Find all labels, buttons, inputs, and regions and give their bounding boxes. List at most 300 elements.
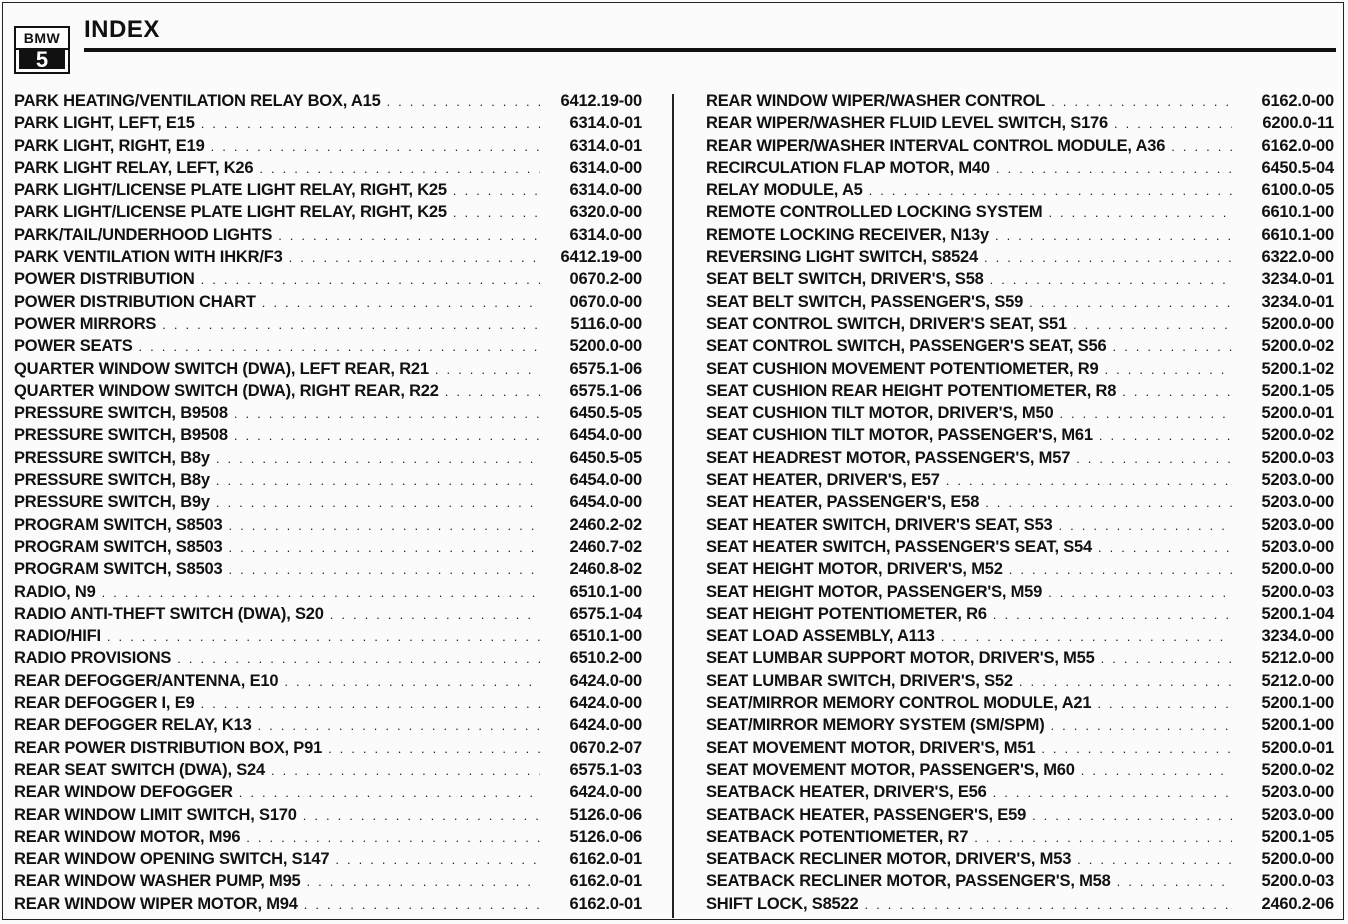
entry-page-ref: 6450.5-05	[569, 448, 642, 467]
index-entry	[706, 404, 1334, 426]
dot-leader	[990, 272, 1232, 287]
dot-leader	[453, 183, 540, 198]
entry-name: RELAY MODULE, A5	[706, 181, 863, 200]
dot-leader	[1105, 362, 1232, 377]
entry-page-ref: 5203.0-00	[1261, 515, 1334, 534]
entry-name: SEAT CUSHION MOVEMENT POTENTIOMETER, R9	[706, 359, 1099, 378]
entry-name: SEAT/MIRROR MEMORY CONTROL MODULE, A21	[706, 694, 1092, 713]
entry-name: SEAT HEADREST MOTOR, PASSENGER'S, M57	[706, 448, 1071, 467]
entry-name: PRESSURE SWITCH, B8y	[14, 448, 210, 467]
entry-name: REAR WINDOW OPENING SWITCH, S147	[14, 850, 330, 869]
dot-leader	[102, 585, 540, 600]
index-entry	[14, 694, 642, 716]
index-entry	[706, 449, 1334, 471]
index-entry	[14, 315, 642, 337]
entry-name: SHIFT LOCK, S8522	[706, 894, 859, 913]
entry-page-ref: 5200.0-02	[1261, 760, 1334, 779]
index-entry	[14, 583, 642, 605]
dot-leader	[1048, 205, 1232, 220]
entry-page-ref: 5200.0-00	[1261, 560, 1334, 579]
entry-page-ref: 6610.1-00	[1261, 203, 1334, 222]
dot-leader	[328, 741, 540, 756]
index-entry	[14, 783, 642, 805]
dot-leader	[229, 518, 540, 533]
entry-name: REAR DEFOGGER RELAY, K13	[14, 716, 252, 735]
index-entry	[14, 649, 642, 671]
index-entry	[14, 560, 642, 582]
index-entry	[14, 404, 642, 426]
entry-name: REAR DEFOGGER I, E9	[14, 694, 195, 713]
index-entry	[706, 761, 1334, 783]
entry-page-ref: 5200.0-03	[1261, 872, 1334, 891]
logo-series-number: 5	[19, 49, 65, 69]
entry-name: SEAT HEATER, DRIVER'S, E57	[706, 471, 940, 490]
entry-name: POWER MIRRORS	[14, 314, 157, 333]
entry-page-ref: 5200.1-05	[1261, 827, 1334, 846]
entry-page-ref: 6575.1-06	[569, 359, 642, 378]
entry-name: PARK LIGHT RELAY, LEFT, K26	[14, 158, 254, 177]
index-entry	[14, 337, 642, 359]
index-entry	[706, 159, 1334, 181]
index-entry	[706, 828, 1334, 850]
entry-page-ref: 5200.1-00	[1261, 694, 1334, 713]
entry-page-ref: 5200.0-00	[569, 337, 642, 356]
dot-leader	[1051, 94, 1232, 109]
entry-name: SEAT HEATER, PASSENGER'S, E58	[706, 493, 980, 512]
dot-leader	[1171, 139, 1232, 154]
entry-name: PARK LIGHT/LICENSE PLATE LIGHT RELAY, RIGHT, K25	[14, 181, 447, 200]
entry-page-ref: 2460.8-02	[569, 560, 642, 579]
index-entry	[706, 137, 1334, 159]
index-entry	[14, 828, 642, 850]
entry-page-ref: 5126.0-06	[569, 827, 642, 846]
dot-leader	[445, 384, 540, 399]
dot-leader	[996, 161, 1232, 176]
entry-page-ref: 5200.0-02	[1261, 426, 1334, 445]
index-entry	[706, 583, 1334, 605]
entry-page-ref: 6424.0-00	[569, 694, 642, 713]
dot-leader	[1009, 562, 1232, 577]
dot-leader	[1041, 741, 1232, 756]
entry-page-ref: 5116.0-00	[570, 314, 642, 333]
entry-name: SEAT BELT SWITCH, PASSENGER'S, S59	[706, 292, 1024, 311]
index-entry	[706, 872, 1334, 894]
entry-name: SEAT LUMBAR SWITCH, DRIVER'S, S52	[706, 671, 1013, 690]
entry-name: SEAT BELT SWITCH, DRIVER'S, S58	[706, 270, 984, 289]
column-divider	[672, 94, 674, 918]
entry-page-ref: 6575.1-06	[569, 381, 642, 400]
entry-name: REAR WINDOW WIPER MOTOR, M94	[14, 894, 298, 913]
entry-name: SEAT HEIGHT MOTOR, DRIVER'S, M52	[706, 560, 1003, 579]
entry-page-ref: 5200.1-00	[1261, 716, 1334, 735]
index-entry	[706, 203, 1334, 225]
entry-page-ref: 2460.7-02	[569, 537, 642, 556]
dot-leader	[1019, 674, 1232, 689]
index-entry	[14, 181, 642, 203]
index-entry	[706, 382, 1334, 404]
dot-leader	[335, 852, 540, 867]
entry-page-ref: 5200.1-02	[1261, 359, 1334, 378]
dot-leader	[1097, 696, 1232, 711]
index-entry	[706, 538, 1334, 560]
dot-leader	[1051, 718, 1233, 733]
entry-name: SEAT MOVEMENT MOTOR, PASSENGER'S, M60	[706, 760, 1075, 779]
index-entry	[14, 92, 642, 114]
entry-name: PRESSURE SWITCH, B9508	[14, 404, 228, 423]
dot-leader	[995, 228, 1232, 243]
index-entry	[14, 449, 642, 471]
entry-page-ref: 6412.19-00	[560, 92, 642, 110]
dot-leader	[330, 607, 540, 622]
index-entry	[706, 248, 1334, 270]
entry-name: PARK/TAIL/UNDERHOOD LIGHTS	[14, 225, 273, 244]
entry-page-ref: 2460.2-06	[1261, 894, 1334, 913]
index-entry	[14, 739, 642, 761]
dot-leader	[246, 830, 540, 845]
dot-leader	[234, 428, 540, 443]
dot-leader	[869, 183, 1232, 198]
index-entry	[14, 493, 642, 515]
dot-leader	[946, 473, 1232, 488]
entry-name: RADIO, N9	[14, 582, 96, 601]
entry-page-ref: 3234.0-01	[1261, 292, 1334, 311]
dot-leader	[211, 139, 540, 154]
entry-name: SEAT CONTROL SWITCH, DRIVER'S SEAT, S51	[706, 314, 1068, 333]
dot-leader	[1117, 874, 1232, 889]
entry-page-ref: 5200.0-03	[1261, 582, 1334, 601]
entry-page-ref: 5200.0-01	[1261, 738, 1334, 757]
entry-name: SEAT MOVEMENT MOTOR, DRIVER'S, M51	[706, 738, 1036, 757]
entry-page-ref: 6575.1-03	[569, 760, 642, 779]
title-rule	[84, 48, 1336, 52]
entry-page-ref: 6450.5-05	[569, 404, 642, 423]
entry-page-ref: 6610.1-00	[1261, 225, 1334, 244]
entry-page-ref: 5203.0-00	[1261, 805, 1334, 824]
dot-leader	[304, 897, 540, 912]
dot-leader	[1099, 428, 1232, 443]
entry-name: SEAT CUSHION REAR HEIGHT POTENTIOMETER, R8	[706, 381, 1117, 400]
dot-leader	[1098, 540, 1232, 555]
entry-page-ref: 6162.0-00	[1261, 92, 1334, 110]
entry-page-ref: 3234.0-00	[1261, 627, 1334, 646]
entry-name: REAR POWER DISTRIBUTION BOX, P91	[14, 738, 323, 757]
entry-page-ref: 6424.0-00	[569, 783, 642, 802]
entry-name: PRESSURE SWITCH, B9508	[14, 426, 228, 445]
index-entry	[706, 315, 1334, 337]
dot-leader	[1048, 585, 1232, 600]
dot-leader	[1122, 384, 1232, 399]
entry-name: PARK LIGHT, RIGHT, E19	[14, 136, 205, 155]
entry-page-ref: 5203.0-00	[1261, 537, 1334, 556]
dot-leader	[229, 540, 540, 555]
index-entry	[14, 761, 642, 783]
entry-page-ref: 5200.0-00	[1261, 314, 1334, 333]
entry-name: REAR SEAT SWITCH (DWA), S24	[14, 760, 265, 779]
index-entry	[14, 137, 642, 159]
entry-page-ref: 6100.0-05	[1261, 181, 1334, 200]
index-entry	[706, 739, 1334, 761]
bmw-5-logo	[14, 26, 70, 74]
entry-page-ref: 6454.0-00	[569, 471, 642, 490]
entry-page-ref: 5203.0-00	[1261, 471, 1334, 490]
entry-name: SEATBACK POTENTIOMETER, R7	[706, 827, 969, 846]
dot-leader	[201, 116, 540, 131]
entry-page-ref: 5200.0-01	[1261, 404, 1334, 423]
index-entry	[706, 360, 1334, 382]
index-entry	[14, 627, 642, 649]
index-entry	[706, 672, 1334, 694]
index-entry	[14, 895, 642, 917]
entry-page-ref: 6450.5-04	[1261, 158, 1334, 177]
entry-name: SEAT HEIGHT POTENTIOMETER, R6	[706, 604, 987, 623]
entry-name: SEAT CONTROL SWITCH, PASSENGER'S SEAT, S56	[706, 337, 1107, 356]
index-entry	[14, 605, 642, 627]
entry-name: PRESSURE SWITCH, B8y	[14, 471, 210, 490]
index-entry	[706, 716, 1334, 738]
dot-leader	[435, 362, 540, 377]
dot-leader	[289, 250, 540, 265]
entry-page-ref: 6162.0-00	[1261, 136, 1334, 155]
dot-leader	[201, 272, 540, 287]
dot-leader	[1112, 339, 1232, 354]
index-column-right	[706, 92, 1334, 917]
index-entry	[14, 293, 642, 315]
dot-leader	[1059, 406, 1232, 421]
entry-name: REAR DEFOGGER/ANTENNA, E10	[14, 671, 279, 690]
index-entry	[706, 649, 1334, 671]
dot-leader	[1101, 651, 1232, 666]
index-entry	[14, 159, 642, 181]
index-entry	[706, 850, 1334, 872]
dot-leader	[974, 830, 1232, 845]
index-entry	[14, 716, 642, 738]
entry-page-ref: 6575.1-04	[569, 604, 642, 623]
dot-leader	[864, 897, 1232, 912]
dot-leader	[303, 808, 540, 823]
index-entry	[14, 672, 642, 694]
dot-leader	[387, 94, 540, 109]
index-entry	[14, 806, 642, 828]
dot-leader	[1029, 295, 1232, 310]
dot-leader	[271, 763, 540, 778]
index-entry	[14, 226, 642, 248]
entry-page-ref: 5200.1-05	[1261, 381, 1334, 400]
dot-leader	[262, 295, 540, 310]
dot-leader	[216, 473, 540, 488]
entry-page-ref: 5212.0-00	[1261, 671, 1334, 690]
entry-name: PRESSURE SWITCH, B9y	[14, 493, 210, 512]
entry-name: RADIO/HIFI	[14, 627, 101, 646]
entry-name: PARK LIGHT, LEFT, E15	[14, 114, 195, 133]
index-entry	[706, 337, 1334, 359]
entry-page-ref: 5212.0-00	[1261, 649, 1334, 668]
index-entry	[706, 226, 1334, 248]
entry-page-ref: 6510.1-00	[569, 582, 642, 601]
dot-leader	[162, 317, 540, 332]
entry-page-ref: 6412.19-00	[560, 248, 642, 267]
dot-leader	[1073, 317, 1232, 332]
dot-leader	[985, 495, 1232, 510]
entry-name: PARK LIGHT/LICENSE PLATE LIGHT RELAY, RIGHT, K25	[14, 203, 447, 222]
entry-page-ref: 3234.0-01	[1261, 270, 1334, 289]
index-entry	[14, 471, 642, 493]
entry-page-ref: 6314.0-00	[569, 158, 642, 177]
entry-name: PROGRAM SWITCH, S8503	[14, 537, 223, 556]
entry-name: RECIRCULATION FLAP MOTOR, M40	[706, 158, 990, 177]
index-entry	[706, 493, 1334, 515]
entry-page-ref: 6424.0-00	[569, 716, 642, 735]
dot-leader	[229, 562, 540, 577]
index-entry	[706, 516, 1334, 538]
dot-leader	[278, 228, 540, 243]
entry-page-ref: 6314.0-01	[569, 136, 642, 155]
entry-name: SEAT/MIRROR MEMORY SYSTEM (SM/SPM)	[706, 716, 1045, 735]
index-entry	[706, 114, 1334, 136]
entry-name: REVERSING LIGHT SWITCH, S8524	[706, 248, 979, 267]
logo-brand-text: BMW	[16, 28, 68, 50]
dot-leader	[1077, 852, 1232, 867]
entry-page-ref: 6162.0-01	[569, 850, 642, 869]
entry-page-ref: 0670.2-00	[569, 270, 642, 289]
entry-name: REAR WIPER/WASHER INTERVAL CONTROL MODULE, A36	[706, 136, 1166, 155]
entry-page-ref: 6322.0-00	[1261, 248, 1334, 267]
entry-name: POWER SEATS	[14, 337, 133, 356]
entry-name: SEAT HEIGHT MOTOR, PASSENGER'S, M59	[706, 582, 1043, 601]
dot-leader	[1081, 763, 1232, 778]
entry-name: SEATBACK RECLINER MOTOR, DRIVER'S, M53	[706, 850, 1072, 869]
entry-name: REAR WINDOW WIPER/WASHER CONTROL	[706, 92, 1046, 110]
index-entry	[14, 248, 642, 270]
entry-name: POWER DISTRIBUTION CHART	[14, 292, 256, 311]
page-title: INDEX	[84, 16, 160, 43]
entry-name: SEATBACK HEATER, DRIVER'S, E56	[706, 783, 987, 802]
entry-name: REAR WINDOW DEFOGGER	[14, 783, 233, 802]
index-entry	[706, 560, 1334, 582]
index-entry	[706, 627, 1334, 649]
dot-leader	[1059, 518, 1232, 533]
entry-name: PROGRAM SWITCH, S8503	[14, 560, 223, 579]
dot-leader	[941, 629, 1232, 644]
index-entry	[706, 181, 1334, 203]
dot-leader	[177, 651, 540, 666]
entry-page-ref: 6454.0-00	[569, 493, 642, 512]
dot-leader	[259, 161, 540, 176]
entry-name: SEAT CUSHION TILT MOTOR, DRIVER'S, M50	[706, 404, 1054, 423]
index-entry	[14, 360, 642, 382]
entry-page-ref: 6314.0-01	[569, 114, 642, 133]
index-entry	[706, 605, 1334, 627]
entry-name: REAR WIPER/WASHER FLUID LEVEL SWITCH, S176	[706, 114, 1109, 133]
entry-page-ref: 6424.0-00	[569, 671, 642, 690]
entry-name: SEAT CUSHION TILT MOTOR, PASSENGER'S, M61	[706, 426, 1093, 445]
index-entry	[14, 426, 642, 448]
index-entry	[706, 895, 1334, 917]
entry-name: PROGRAM SWITCH, S8503	[14, 515, 223, 534]
entry-name: QUARTER WINDOW SWITCH (DWA), LEFT REAR, R21	[14, 359, 429, 378]
dot-leader	[239, 785, 540, 800]
index-entry	[706, 270, 1334, 292]
dot-leader	[1076, 451, 1232, 466]
dot-leader	[200, 696, 540, 711]
entry-name: PARK VENTILATION WITH IHKR/F3	[14, 248, 283, 267]
index-column-left	[14, 92, 642, 917]
entry-page-ref: 5200.0-02	[1261, 337, 1334, 356]
entry-page-ref: 5126.0-06	[569, 805, 642, 824]
index-entry	[706, 293, 1334, 315]
entry-name: RADIO PROVISIONS	[14, 649, 172, 668]
entry-name: RADIO ANTI-THEFT SWITCH (DWA), S20	[14, 604, 324, 623]
entry-name: SEAT LUMBAR SUPPORT MOTOR, DRIVER'S, M55	[706, 649, 1095, 668]
entry-name: SEATBACK RECLINER MOTOR, PASSENGER'S, M58	[706, 872, 1111, 891]
entry-page-ref: 6200.0-11	[1262, 114, 1334, 133]
entry-name: REAR WINDOW LIMIT SWITCH, S170	[14, 805, 297, 824]
dot-leader	[1032, 808, 1232, 823]
entry-name: QUARTER WINDOW SWITCH (DWA), RIGHT REAR, R22	[14, 381, 439, 400]
entry-name: REAR WINDOW MOTOR, M96	[14, 827, 241, 846]
entry-name: POWER DISTRIBUTION	[14, 270, 195, 289]
entry-name: REMOTE LOCKING RECEIVER, N13y	[706, 225, 989, 244]
entry-page-ref: 6162.0-01	[569, 894, 642, 913]
entry-page-ref: 5203.0-00	[1261, 493, 1334, 512]
index-entry	[706, 783, 1334, 805]
dot-leader	[984, 250, 1232, 265]
entry-page-ref: 0670.2-07	[569, 738, 642, 757]
index-entry	[14, 114, 642, 136]
index-entry	[14, 516, 642, 538]
index-entry	[14, 382, 642, 404]
entry-page-ref: 0670.0-00	[569, 292, 642, 311]
dot-leader	[234, 406, 540, 421]
index-entry	[14, 872, 642, 894]
entry-page-ref: 5200.0-00	[1261, 850, 1334, 869]
index-entry	[706, 426, 1334, 448]
dot-leader	[258, 718, 540, 733]
index-entry	[14, 270, 642, 292]
entry-name: REMOTE CONTROLLED LOCKING SYSTEM	[706, 203, 1043, 222]
dot-leader	[284, 674, 540, 689]
entry-name: SEAT HEATER SWITCH, DRIVER'S SEAT, S53	[706, 515, 1053, 534]
index-entry	[14, 538, 642, 560]
entry-name: PARK HEATING/VENTILATION RELAY BOX, A15	[14, 92, 381, 110]
index-entry	[706, 806, 1334, 828]
entry-page-ref: 6320.0-00	[569, 203, 642, 222]
entry-page-ref: 6162.0-01	[569, 872, 642, 891]
index-entry	[14, 203, 642, 225]
entry-page-ref: 6454.0-00	[569, 426, 642, 445]
dot-leader	[139, 339, 540, 354]
entry-name: SEAT LOAD ASSEMBLY, A113	[706, 627, 935, 646]
entry-name: SEAT HEATER SWITCH, PASSENGER'S SEAT, S54	[706, 537, 1092, 556]
index-entry	[706, 471, 1334, 493]
entry-page-ref: 5200.1-04	[1261, 604, 1334, 623]
entry-page-ref: 5200.0-03	[1261, 448, 1334, 467]
dot-leader	[107, 629, 540, 644]
entry-page-ref: 6510.2-00	[569, 649, 642, 668]
entry-name: REAR WINDOW WASHER PUMP, M95	[14, 872, 301, 891]
index-entry	[706, 92, 1334, 114]
dot-leader	[307, 874, 540, 889]
entry-page-ref: 2460.2-02	[569, 515, 642, 534]
dot-leader	[216, 495, 540, 510]
dot-leader	[216, 451, 540, 466]
index-entry	[706, 694, 1334, 716]
dot-leader	[453, 205, 540, 220]
entry-page-ref: 6510.1-00	[569, 627, 642, 646]
dot-leader	[993, 785, 1232, 800]
entry-page-ref: 5203.0-00	[1261, 783, 1334, 802]
index-entry	[14, 850, 642, 872]
entry-name: SEATBACK HEATER, PASSENGER'S, E59	[706, 805, 1027, 824]
